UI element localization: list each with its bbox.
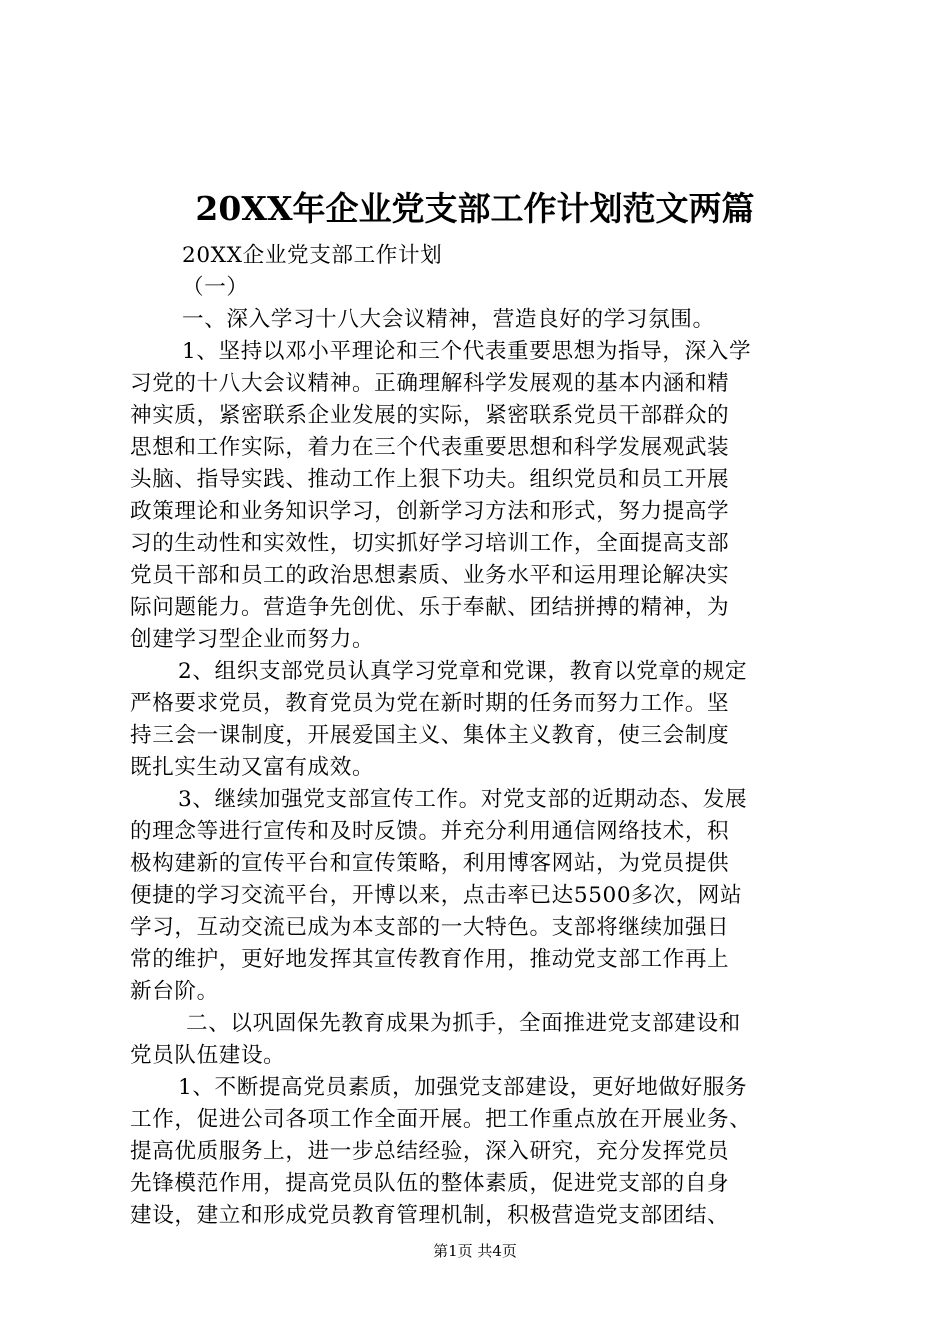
text-line: 1、不断提高党员素质，加强党支部建设，更好地做好服务	[178, 1075, 748, 1100]
text-line: 的理念等进行宣传和及时反馈。并充分利用通信网络技术，积	[130, 819, 730, 844]
text-line: 严格要求党员，教育党员为党在新时期的任务而努力工作。坚	[130, 691, 730, 716]
text-line: 习的生动性和实效性，切实抓好学习培训工作，全面提高支部	[130, 531, 730, 556]
text-line: 既扎实生动又富有成效。	[130, 755, 375, 780]
text-line: 头脑、指导实践、推动工作上狠下功夫。组织党员和员工开展	[130, 467, 730, 492]
text-line: 思想和工作实际，着力在三个代表重要思想和科学发展观武装	[130, 435, 730, 460]
text-line: 持三会一课制度，开展爱国主义、集体主义教育，使三会制度	[130, 723, 730, 748]
text-line: 20XX企业党支部工作计划	[182, 243, 443, 268]
text-line: 建设，建立和形成党员教育管理机制，积极营造党支部团结、	[130, 1203, 730, 1228]
text-line: 1、坚持以邓小平理论和三个代表重要思想为指导，深入学	[182, 339, 752, 364]
text-line: 二、以巩固保先教育成果为抓手，全面推进党支部建设和	[186, 1011, 741, 1036]
text-line: 提高优质服务上，进一步总结经验，深入研究，充分发挥党员	[130, 1139, 730, 1164]
text-line: 2、组织支部党员认真学习党章和党课，教育以党章的规定	[178, 659, 748, 684]
text-line: 创建学习型企业而努力。	[130, 627, 375, 652]
text-line: 神实质，紧密联系企业发展的实际，紧密联系党员干部群众的	[130, 403, 730, 428]
text-line: （一）	[182, 275, 249, 300]
text-line: 便捷的学习交流平台，开博以来，点击率已达5500多次，网站	[130, 883, 743, 908]
document-body	[130, 240, 830, 1232]
text-line: 工作，促进公司各项工作全面开展。把工作重点放在开展业务、	[130, 1107, 752, 1132]
document-title: 20XX年企业党支部工作计划范文两篇	[195, 189, 755, 228]
page-footer: 第1页 共4页	[433, 1242, 517, 1260]
text-line: 先锋模范作用，提高党员队伍的整体素质，促进党支部的自身	[130, 1171, 730, 1196]
text-line: 习党的十八大会议精神。正确理解科学发展观的基本内涵和精	[130, 371, 730, 396]
text-line: 党员队伍建设。	[130, 1043, 286, 1068]
text-line: 际问题能力。营造争先创优、乐于奉献、团结拼搏的精神，为	[130, 595, 730, 620]
text-line: 学习，互动交流已成为本支部的一大特色。支部将继续加强日	[130, 915, 730, 940]
text-line: 党员干部和员工的政治思想素质、业务水平和运用理论解决实	[130, 563, 730, 588]
text-line: 3、继续加强党支部宣传工作。对党支部的近期动态、发展	[178, 787, 748, 812]
text-line: 极构建新的宣传平台和宣传策略，利用博客网站，为党员提供	[130, 851, 730, 876]
text-line: 常的维护，更好地发挥其宣传教育作用，推动党支部工作再上	[130, 947, 730, 972]
text-line: 政策理论和业务知识学习，创新学习方法和形式，努力提高学	[130, 499, 730, 524]
text-line: 新台阶。	[130, 979, 219, 1004]
text-line: 一、深入学习十八大会议精神，营造良好的学习氛围。	[182, 307, 715, 332]
